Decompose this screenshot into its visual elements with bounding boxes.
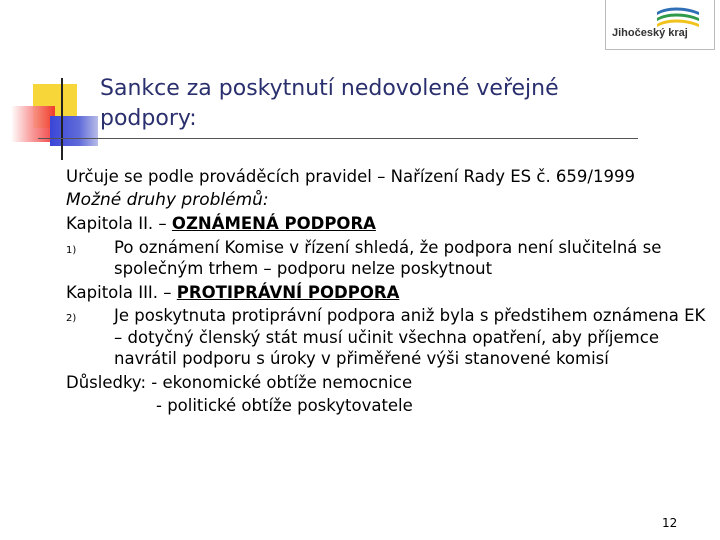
consequences-line-2: - politické obtíže poskytovatele	[156, 396, 413, 415]
region-waves-icon	[655, 6, 701, 28]
intro-text: Určuje se podle prováděcích pravidel – Nařízení Rady ES č. 659/1999	[66, 167, 635, 186]
logo-jihocesky-kraj	[605, 0, 715, 50]
slide-content	[66, 166, 706, 417]
subheading: Možné druhy problémů:	[66, 189, 269, 210]
chapter-3-heading	[66, 282, 706, 304]
logo-text: Jihočeský kraj	[612, 27, 688, 39]
slide-title: Sankce za poskytnutí nedovolené veřejné podpory:	[100, 76, 559, 131]
list-item-2	[66, 305, 706, 370]
decor-blue-square	[50, 116, 98, 146]
chapter-3-prefix: Kapitola III. –	[66, 282, 177, 302]
consequences-line-1: Důsledky: - ekonomické obtíže nemocnice	[66, 372, 413, 392]
chapter-2-emphasis: OZNÁMENÁ PODPORA	[171, 214, 376, 233]
list-number-2: 2)	[66, 313, 77, 324]
list-item-1	[66, 237, 706, 280]
decor-vertical-line	[61, 78, 63, 160]
chapter-2-prefix: Kapitola II. –	[66, 214, 172, 233]
list-text-2: Je poskytnuta protiprávní podpora aniž byla s předstihem oznámena EK – dotyčný členský stát musí učinit všechna opatření, aby příjemce navrátil podporu s úroky v přiměřené výši stanovené komisí	[114, 306, 706, 368]
decor-red-square	[11, 106, 55, 142]
list-number-1: 1)	[66, 244, 77, 256]
chapter-3-emphasis: PROTIPRÁVNÍ PODPORA	[176, 282, 400, 302]
list-text-1: Po oznámení Komise v řízení shledá, že podpora není slučitelná se společným trhem – podporu nelze poskytnout	[114, 237, 662, 278]
decor-horizontal-line	[38, 138, 638, 139]
chapter-2-heading	[66, 213, 706, 235]
page-number: 12	[662, 516, 678, 530]
